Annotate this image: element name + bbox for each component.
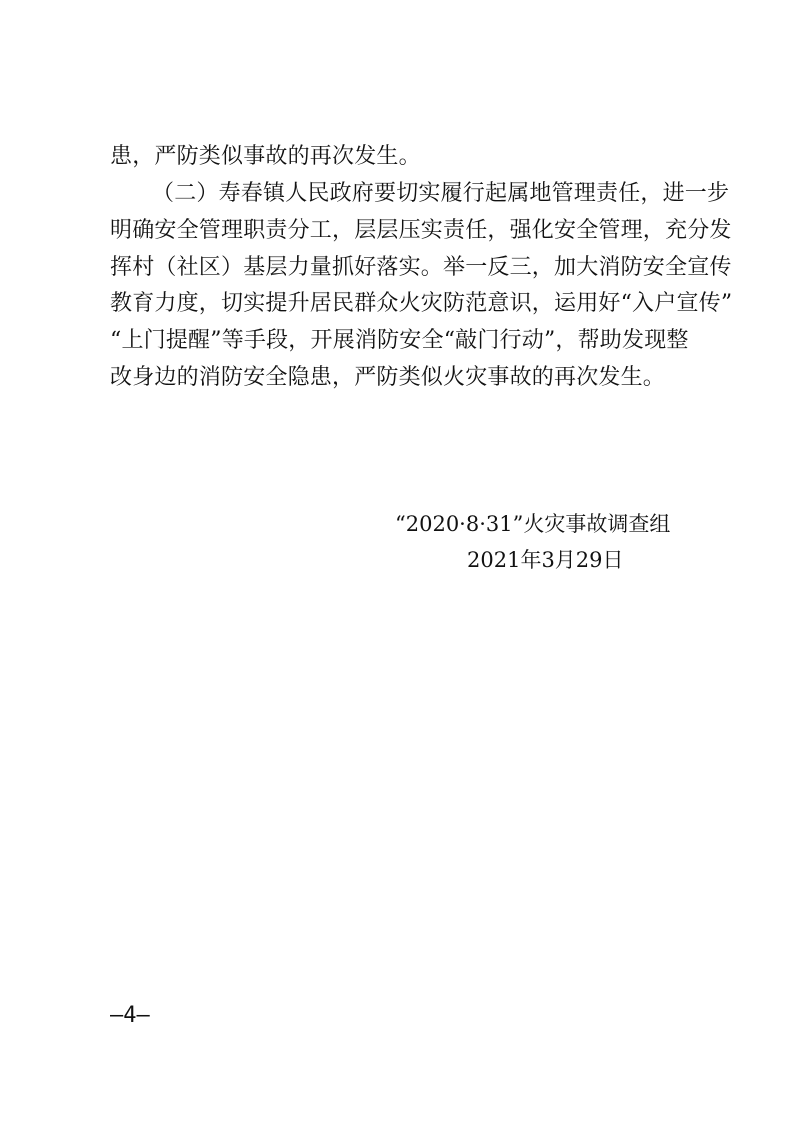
page-number: —4— [110, 1003, 150, 1028]
body-line-3: 明确安全管理职责分工，层层压实责任，强化安全管理，充分发 [110, 218, 732, 243]
body-line-1: 患，严防类似事故的再次发生。 [110, 144, 421, 169]
signature-date: 2021年3月29日 [467, 548, 624, 572]
body-line-7: 改身边的消防安全隐患，严防类似火灾事故的再次发生。 [110, 365, 666, 390]
body-line-6: “上门提醒”等手段，开展消防安全“敲门行动”，帮助发现整 [110, 328, 689, 353]
body-line-4: 挥村（社区）基层力量抓好落实。举一反三，加大消防安全宣传 [110, 255, 732, 280]
signature-issuer: “2020·8·31”火灾事故调查组 [395, 512, 671, 536]
body-line-2: （二）寿春镇人民政府要切实履行起属地管理责任，进一步 [152, 181, 730, 206]
body-line-5: 教育力度，切实提升居民群众火灾防范意识，运用好“入户宣传” [110, 291, 733, 316]
